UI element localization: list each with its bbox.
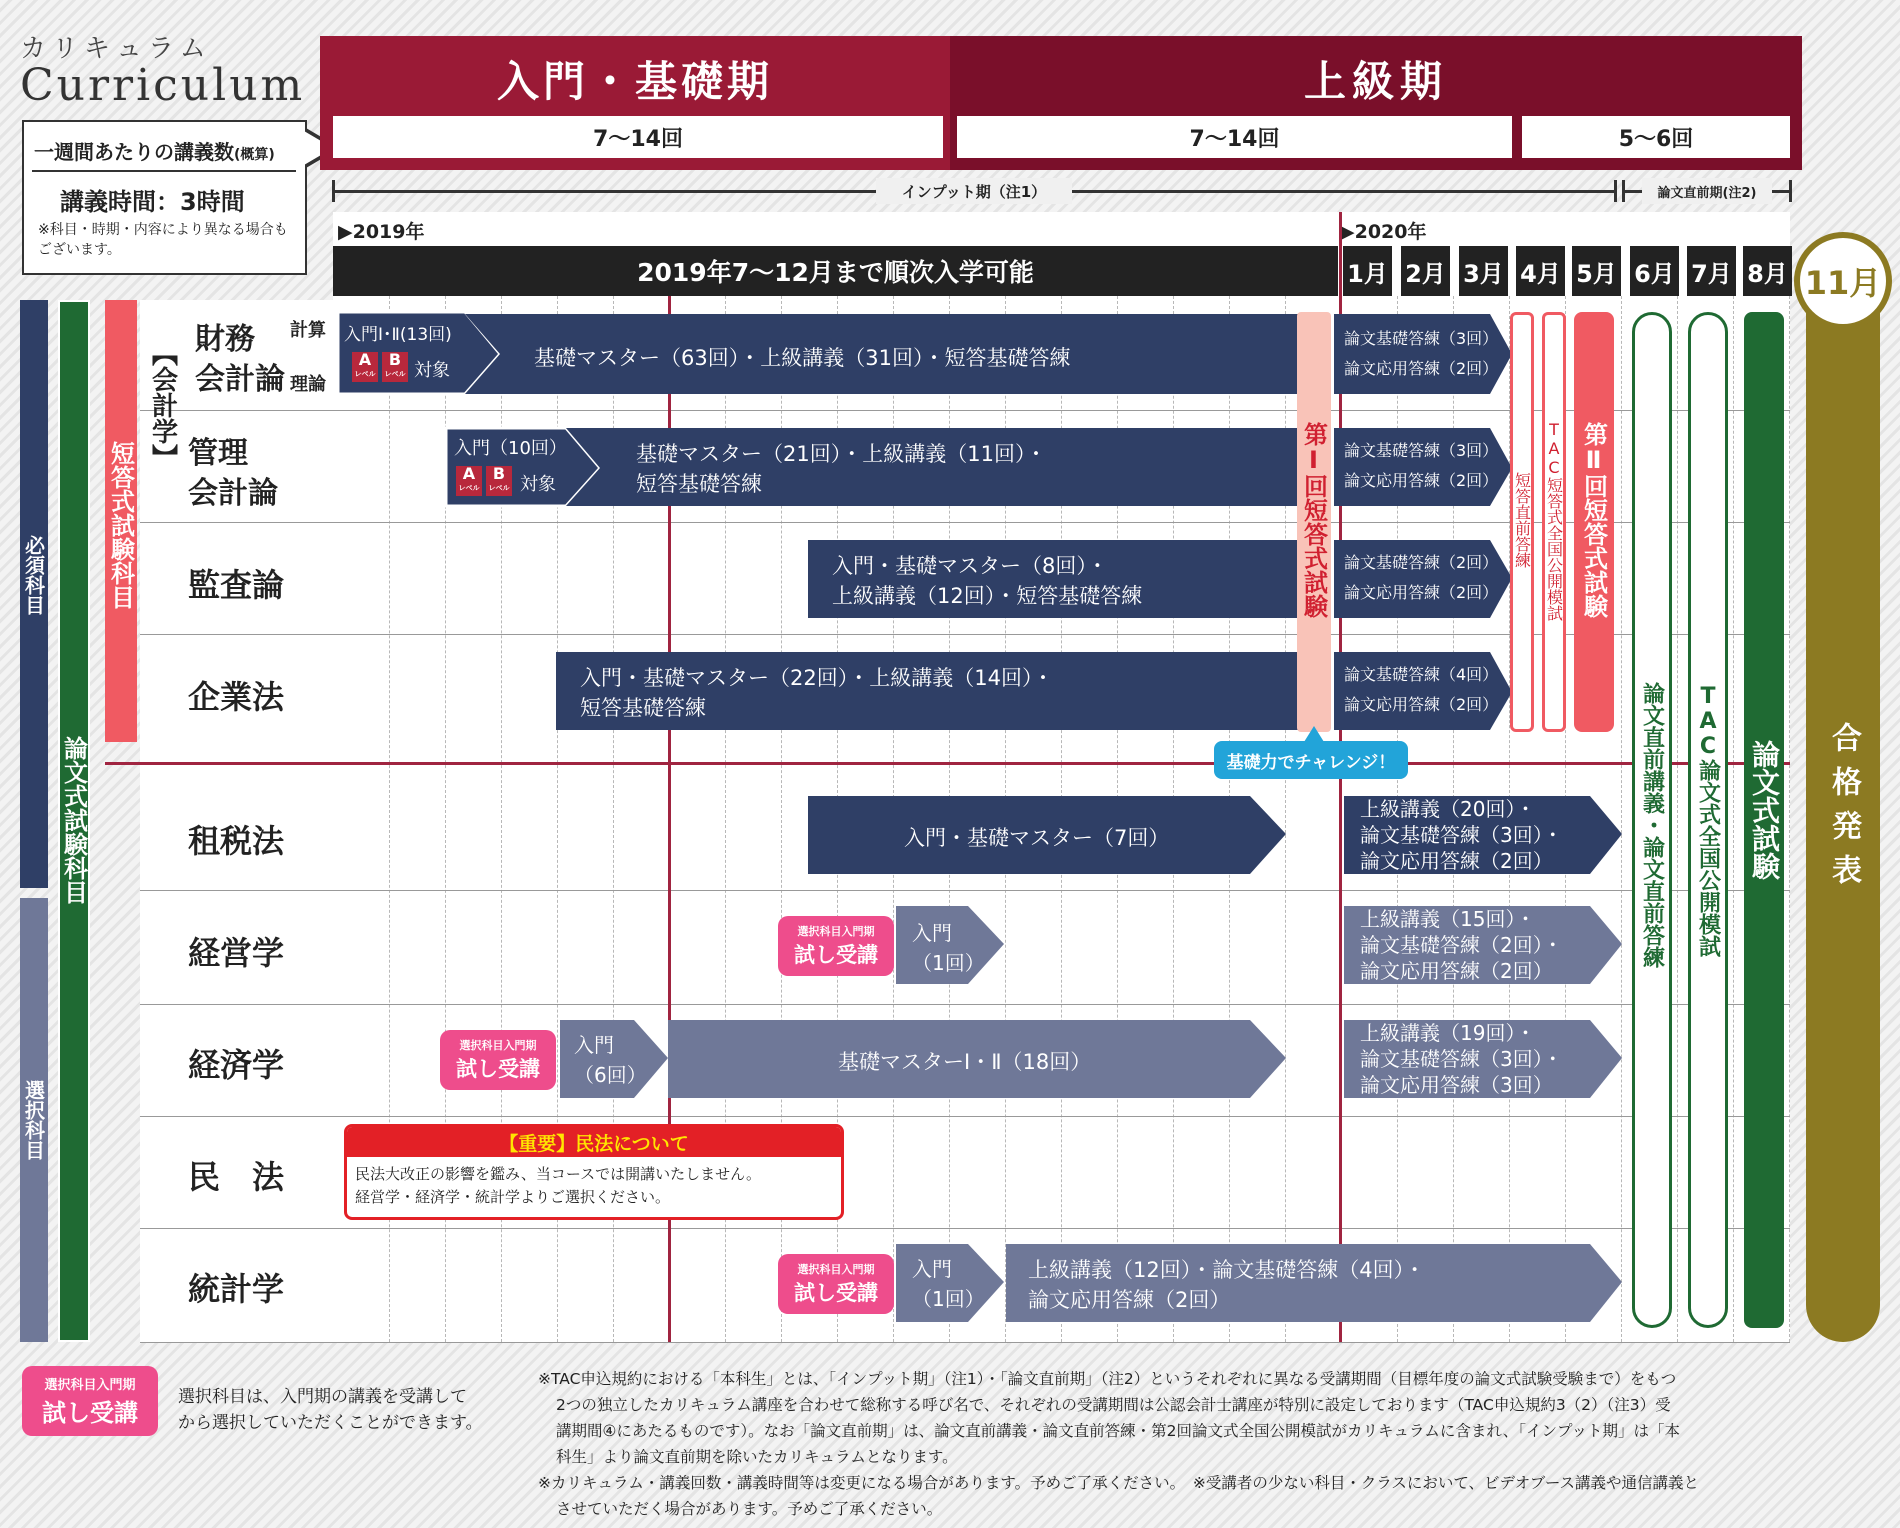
corp-essay-label bbox=[1344, 660, 1498, 720]
business-intro-label bbox=[912, 918, 985, 978]
tax-essay-label bbox=[1360, 796, 1563, 874]
fin-intro-label: 入門Ⅰ･Ⅱ(13回) bbox=[344, 325, 452, 345]
mgmt-main-label-2: 短答基礎答練 bbox=[636, 472, 762, 496]
essay-category-label: 論文式試験科目 bbox=[59, 736, 88, 904]
audit-main-label-2: 上級講義（12回）・短答基礎答練 bbox=[832, 584, 1143, 608]
mgmt-essay-line-1: 論文基礎答練（3回） bbox=[1344, 441, 1499, 460]
econ-intro-line-1: 入門 bbox=[574, 1033, 614, 1057]
footer-trial-big: 試し受講 bbox=[42, 1399, 138, 1427]
subject-business: 経営学 bbox=[188, 934, 285, 972]
short-final-label: 短答直前答練 bbox=[1512, 472, 1532, 568]
curriculum-title-en: Curriculum bbox=[20, 60, 306, 111]
subject-econ: 経済学 bbox=[188, 1046, 285, 1084]
business-trial-big: 試し受講 bbox=[794, 943, 878, 967]
essay-period-label: 論文直前期(注2) bbox=[1642, 178, 1772, 204]
footer-note-1: ※TAC申込規約における「本科生」とは、「インプット期」（注1）・「論文直前期」（注2）というそれぞれに異なる受講期間（目標年度の論文式試験受験まで）をもつ bbox=[538, 1370, 1677, 1388]
subject-tax: 租税法 bbox=[188, 822, 285, 860]
challenge-label: 基礎力でチャレンジ！ bbox=[1214, 741, 1408, 779]
fin-target: 対象 bbox=[414, 360, 450, 381]
econ-intro-label bbox=[574, 1030, 647, 1090]
month-5: 5月 bbox=[1569, 246, 1621, 296]
footer-trial-badge bbox=[22, 1366, 158, 1436]
stats-trial-small: 選択科目入門期 bbox=[797, 1263, 875, 1276]
footer-trial-desc bbox=[178, 1384, 483, 1436]
challenge-pointer bbox=[1304, 726, 1324, 742]
subject-fin-calc: 計算 bbox=[290, 320, 326, 341]
econ-main-label: 基礎マスターⅠ・Ⅱ（18回） bbox=[838, 1050, 1092, 1074]
tax-essay-line-3: 論文応用答練（2回） bbox=[1360, 849, 1553, 873]
required-label: 必須科目 bbox=[21, 535, 46, 615]
mgmt-target: 対象 bbox=[520, 474, 556, 495]
econ-trial-small: 選択科目入門期 bbox=[459, 1039, 537, 1052]
stats-intro-label bbox=[912, 1254, 985, 1314]
fin-level-b bbox=[382, 352, 408, 382]
footer-note-6: させていただく場合があります。予めご了承ください。 bbox=[556, 1500, 943, 1518]
fin-level-b-letter: B bbox=[388, 350, 402, 369]
stats-intro-line-1: 入門 bbox=[912, 1257, 952, 1281]
month-6: 6月 bbox=[1627, 246, 1679, 296]
corp-essay-line-2: 論文応用答練（2回） bbox=[1344, 695, 1499, 714]
audit-main-label-1: 入門・基礎マスター（8回）・ bbox=[832, 554, 1108, 578]
subject-corp: 企業法 bbox=[188, 678, 285, 716]
mgmt-level-a-sub: レベル bbox=[458, 484, 480, 492]
vary-note: ※科目・時期・内容により異なる場合もございます。 bbox=[38, 222, 288, 258]
mgmt-level-b-letter: B bbox=[492, 464, 506, 483]
elective-label: 選択科目 bbox=[21, 1080, 46, 1160]
month-8: 8月 bbox=[1740, 246, 1792, 296]
period-intro-title: 入門・基礎期 bbox=[496, 57, 773, 106]
essay-lecture-label: 論文直前講義・論文直前答練 bbox=[1639, 682, 1665, 968]
stats-main-label-1: 上級講義（12回）・論文基礎答練（4回）・ bbox=[1028, 1258, 1426, 1282]
mgmt-level-a-letter: A bbox=[462, 464, 476, 483]
subject-mgmt-2: 会計論 bbox=[188, 476, 278, 511]
weekly-note: (概算) bbox=[234, 147, 275, 163]
subject-mgmt-1: 管理 bbox=[188, 436, 248, 471]
fin-level-a bbox=[352, 352, 378, 382]
year-2020-label: ▶2020年 bbox=[1340, 221, 1427, 243]
footer-note-2: 2つの独立したカリキュラム講座を合わせて総称する呼び名で、それぞれの受講期間は公認会計士講座が特別に設定しております（TAC申込規約3（2）（注3）受 bbox=[556, 1396, 1671, 1414]
exam1-label: 第Ⅰ回短答式試験 bbox=[1299, 422, 1328, 618]
short-category-label: 短答式試験科目 bbox=[106, 441, 135, 609]
econ-essay-line-1: 上級講義（19回）・ bbox=[1360, 1021, 1536, 1045]
audit-essay-label bbox=[1344, 548, 1498, 608]
audit-essay-line-1: 論文基礎答練（2回） bbox=[1344, 553, 1499, 572]
footer-note-3: 講期間④にあたるものです）。なお「論文直前期」は、論文直前講義・論文直前答練・第2回論文式全国公開模試がカリキュラムに含まれ、「インプット期」は「本 bbox=[556, 1422, 1680, 1440]
econ-intro-line-2: （6回） bbox=[574, 1063, 647, 1087]
month-2: 2月 bbox=[1398, 246, 1450, 296]
civil-notice-line-1: 民法大改正の影響を鑑み、当コースでは開講いたしません。 bbox=[355, 1165, 762, 1183]
enroll-banner: 2019年7～12月まで順次入学可能 bbox=[333, 246, 1338, 296]
fin-level-a-letter: A bbox=[358, 350, 372, 369]
weekly-label: 一週間あたりの講義数 bbox=[34, 140, 234, 164]
footer-note-5: ※カリキュラム・講義回数・講義時間等は変更になる場合があります。予めご了承ください。 ※受講者の少ない科目・クラスにおいて、ビデオブース講義や通信講義と bbox=[538, 1474, 1700, 1492]
econ-essay-line-3: 論文応用答練（3回） bbox=[1360, 1073, 1553, 1097]
business-trial-small: 選択科目入門期 bbox=[797, 925, 875, 938]
tac-short-mock-label: TAC短答式全国公開模試 bbox=[1544, 419, 1564, 621]
subject-stats: 統計学 bbox=[188, 1270, 285, 1308]
mgmt-level-b-sub: レベル bbox=[488, 484, 510, 492]
fin-main-label: 基礎マスター（63回）・上級講義（31回）・短答基礎答練 bbox=[534, 346, 1071, 370]
month-7: 7月 bbox=[1684, 246, 1736, 296]
fin-level-a-sub: レベル bbox=[354, 370, 376, 378]
fin-essay-label bbox=[1344, 324, 1498, 384]
fin-level-b-sub: レベル bbox=[384, 370, 406, 378]
tax-essay-line-1: 上級講義（20回）・ bbox=[1360, 797, 1536, 821]
corp-main-label-2: 短答基礎答練 bbox=[580, 696, 706, 720]
fin-essay-line-1: 論文基礎答練（3回） bbox=[1344, 329, 1499, 348]
input-period-label: インプット期（注1） bbox=[876, 178, 1072, 204]
exam2-label: 第Ⅱ回短答式試験 bbox=[1579, 422, 1608, 618]
corp-essay-line-1: 論文基礎答練（4回） bbox=[1344, 665, 1499, 684]
lecture-count-1: 7～14回 bbox=[333, 116, 943, 158]
business-intro-line-1: 入門 bbox=[912, 921, 952, 945]
stats-trial-badge bbox=[778, 1254, 894, 1314]
accounting-label: 【会計学】 bbox=[147, 340, 178, 470]
business-trial-badge bbox=[778, 916, 894, 976]
result-label: 合格発表 bbox=[1826, 722, 1861, 898]
civil-notice-line-2: 経営学・経済学・統計学よりご選択ください。 bbox=[355, 1188, 671, 1206]
mgmt-essay-line-2: 論文応用答練（2回） bbox=[1344, 471, 1499, 490]
business-essay-line-2: 論文基礎答練（2回）・ bbox=[1360, 933, 1563, 957]
civil-notice-title: 【重要】民法について bbox=[347, 1127, 841, 1157]
econ-essay-label bbox=[1360, 1020, 1563, 1098]
tac-essay-mock-label: TAC論文式全国公開模試 bbox=[1695, 683, 1721, 957]
footer-trial-desc-1: 選択科目は、入門期の講義を受講して bbox=[178, 1387, 467, 1407]
subject-fin-1: 財務 bbox=[195, 322, 255, 357]
business-intro-line-2: （1回） bbox=[912, 951, 985, 975]
month-3: 3月 bbox=[1456, 246, 1508, 296]
month-1: 1月 bbox=[1340, 246, 1392, 296]
business-essay-line-3: 論文応用答練（2回） bbox=[1360, 959, 1553, 983]
lecture-count-2: 7～14回 bbox=[957, 116, 1512, 158]
civil-notice-box bbox=[344, 1124, 844, 1220]
mgmt-level-a bbox=[456, 466, 482, 496]
tax-essay-line-2: 論文基礎答練（3回）・ bbox=[1360, 823, 1563, 847]
footer-notes bbox=[538, 1366, 1888, 1522]
footer-trial-desc-2: から選択していただくことができます。 bbox=[178, 1413, 483, 1433]
subject-civil: 民 法 bbox=[188, 1158, 285, 1196]
lecture-count-3: 5～6回 bbox=[1522, 116, 1790, 158]
econ-trial-big: 試し受講 bbox=[456, 1057, 540, 1081]
fin-essay-line-2: 論文応用答練（2回） bbox=[1344, 359, 1499, 378]
footer-trial-small: 選択科目入門期 bbox=[44, 1378, 136, 1393]
month-4: 4月 bbox=[1513, 246, 1565, 296]
period-advanced-title: 上級期 bbox=[1303, 57, 1448, 106]
curriculum-title-jp: カリキュラム bbox=[20, 34, 212, 64]
mgmt-level-b bbox=[486, 466, 512, 496]
econ-trial-badge bbox=[440, 1030, 556, 1090]
econ-essay-line-2: 論文基礎答練（3回）・ bbox=[1360, 1047, 1563, 1071]
essay-exam-label: 論文式試験 bbox=[1748, 740, 1781, 880]
footer-note-4: 科生」より論文直前期を除いたカリキュラムとなります。 bbox=[556, 1448, 958, 1466]
lecture-time: 講義時間：3時間 bbox=[60, 188, 245, 216]
mgmt-intro-label: 入門（10回） bbox=[454, 438, 567, 459]
tax-main-label: 入門・基礎マスター（7回） bbox=[904, 826, 1170, 850]
stats-intro-line-2: （1回） bbox=[912, 1287, 985, 1311]
audit-essay-line-2: 論文応用答練（2回） bbox=[1344, 583, 1499, 602]
nov-circle: 11月 bbox=[1794, 232, 1892, 330]
year-2019-label: ▶2019年 bbox=[338, 221, 425, 243]
subject-audit: 監査論 bbox=[188, 566, 285, 604]
stats-main-label-2: 論文応用答練（2回） bbox=[1028, 1288, 1231, 1312]
corp-main-label-1: 入門・基礎マスター（22回）・上級講義（14回）・ bbox=[580, 666, 1054, 690]
stats-trial-big: 試し受講 bbox=[794, 1281, 878, 1305]
mgmt-essay-label bbox=[1344, 436, 1498, 496]
subject-fin-2: 会計論 bbox=[195, 362, 285, 397]
business-essay-line-1: 上級講義（15回）・ bbox=[1360, 907, 1536, 931]
business-essay-label bbox=[1360, 906, 1563, 984]
mgmt-main-label-1: 基礎マスター（21回）・上級講義（11回）・ bbox=[636, 442, 1047, 466]
subject-fin-theory: 理論 bbox=[290, 374, 326, 395]
